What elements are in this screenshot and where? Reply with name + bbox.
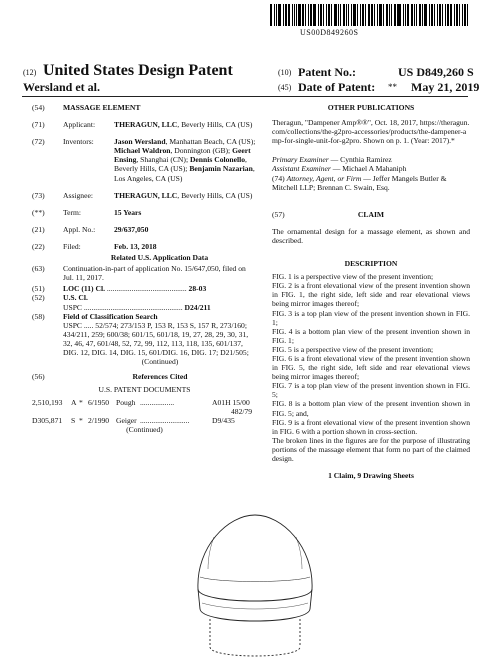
reference-row bbox=[32, 398, 257, 416]
title-value: MASSAGE ELEMENT bbox=[63, 103, 141, 112]
uscl-code: (52) bbox=[32, 293, 45, 303]
classification-field bbox=[32, 312, 257, 367]
figure-description: FIG. 2 is a front elevational view of the present invention shown in FIG. 1, the right side, left side and rear elevational views being mirror images thereof; bbox=[272, 281, 470, 309]
figures-list bbox=[272, 272, 470, 436]
barcode-bar bbox=[346, 4, 348, 26]
barcode-bar bbox=[348, 4, 349, 26]
ref-class-secondary: 482/79 bbox=[231, 407, 253, 417]
barcode-bar bbox=[431, 4, 433, 26]
inventor-name: Benjamin Nazarian bbox=[189, 164, 253, 174]
patent-title: United States Design Patent bbox=[43, 62, 233, 79]
barcode-bar bbox=[456, 4, 458, 26]
barcode-bar bbox=[283, 4, 284, 26]
figure-description: FIG. 6 is a front elevational view of the present invention shown in FIG. 5, the right side, left side and rear elevational views being mirror images thereof; bbox=[272, 353, 470, 382]
inventor-name: Michael Waldron bbox=[114, 146, 171, 156]
assignee-field bbox=[32, 191, 257, 200]
barcode-bar bbox=[278, 4, 281, 26]
ref-number: D305,871 bbox=[32, 416, 63, 426]
right-column bbox=[272, 103, 470, 480]
ref-dots: .......................... bbox=[140, 416, 190, 426]
other-publications-heading: OTHER PUBLICATIONS bbox=[327, 103, 415, 112]
barcode-bar bbox=[379, 4, 382, 26]
filed-label: Filed: bbox=[63, 241, 81, 251]
figure-description: FIG. 1 is a perspective view of the present invention; bbox=[272, 272, 434, 282]
loc-dots: .......................................... bbox=[106, 284, 187, 294]
attorney-label: Attorney, Agent, or Firm bbox=[286, 173, 362, 183]
ref-class: D9/435 bbox=[212, 416, 235, 426]
barcode-bar bbox=[362, 4, 364, 26]
barcode-bar bbox=[351, 4, 352, 26]
inventors-code: (72) bbox=[32, 137, 45, 147]
barcode-bar bbox=[302, 4, 304, 26]
doc-code: (12) bbox=[23, 68, 37, 77]
inventor-location: , Shanghai (CN); bbox=[136, 155, 190, 165]
date-value: May 21, 2019 bbox=[411, 80, 480, 94]
claim-field bbox=[272, 210, 470, 219]
ref-kind: S bbox=[71, 416, 76, 426]
barcode-bar bbox=[292, 4, 293, 26]
applicant-label: Applicant: bbox=[63, 120, 96, 130]
barcode-bar bbox=[419, 4, 421, 26]
patent-no-label: Patent No.: bbox=[298, 65, 356, 79]
barcode-bar bbox=[411, 4, 413, 26]
ref-class: A01H 15/00 bbox=[212, 398, 250, 408]
inventor-name: Jason Wersland bbox=[114, 137, 166, 147]
barcode-bar bbox=[374, 4, 375, 26]
barcode-bar bbox=[318, 4, 319, 26]
barcode-bar bbox=[398, 4, 401, 26]
assistant-examiner-value: — Michael A Mahaniph bbox=[330, 164, 407, 174]
ref-dots: .................. bbox=[140, 398, 175, 408]
attorney-value: — Jeffer Mangels Butler & Mitchell LLP; Brennan C. Swain, Esq. bbox=[272, 173, 447, 192]
date-label: Date of Patent: bbox=[298, 80, 376, 94]
inventors-list bbox=[114, 137, 257, 182]
applicant-name: THERAGUN, LLC bbox=[114, 120, 178, 130]
barcode-bar bbox=[462, 4, 463, 26]
term-field bbox=[32, 208, 257, 217]
barcode-bar bbox=[394, 4, 396, 26]
assignee-location: , Beverly Hills, CA (US) bbox=[177, 190, 253, 200]
ref-date: 6/1950 bbox=[88, 398, 110, 408]
barcode-bar bbox=[331, 4, 332, 26]
loc-code: (51) bbox=[32, 284, 45, 294]
left-column bbox=[32, 103, 257, 434]
barcode-bar bbox=[429, 4, 430, 26]
barcode-bar bbox=[368, 4, 370, 26]
ref-date: 2/1990 bbox=[88, 416, 110, 426]
header-rule bbox=[22, 96, 468, 97]
title-code: (54) bbox=[32, 103, 45, 112]
classification-code: (58) bbox=[32, 311, 45, 321]
ref-name: Pough bbox=[116, 398, 136, 408]
other-publications-text: Theragun, "Dampener Amp®®", Oct. 18, 2017, https://theragun.com/collections/the-g2pro-accessories/products/the-dampener-amp-for-single-unit-for-g2pro. Shown on p. 1. (Year: 2017).* bbox=[272, 118, 470, 146]
patent-no-code: (10) bbox=[278, 68, 292, 77]
ref-star: * bbox=[79, 398, 83, 408]
barcode-bar bbox=[424, 4, 427, 26]
date-code: (45) bbox=[278, 83, 292, 92]
barcode-bar bbox=[403, 4, 404, 26]
barcode-bar bbox=[377, 4, 378, 26]
ref-star: * bbox=[79, 416, 83, 426]
assignee-label: Assignee: bbox=[63, 190, 93, 200]
barcode-bar bbox=[454, 4, 455, 26]
barcode-bar bbox=[334, 4, 337, 26]
barcode-bar bbox=[434, 4, 435, 26]
barcode-bar bbox=[294, 4, 295, 26]
claims-sheets-summary: 1 Claim, 9 Drawing Sheets bbox=[328, 471, 414, 481]
barcode-bar bbox=[414, 4, 415, 26]
description-heading: DESCRIPTION bbox=[344, 259, 398, 269]
barcode-bar bbox=[383, 4, 384, 26]
barcode-bar bbox=[296, 4, 297, 26]
barcode-bar bbox=[353, 4, 356, 26]
primary-examiner bbox=[272, 155, 470, 164]
barcode-bar bbox=[450, 4, 452, 26]
term-code: (**) bbox=[32, 207, 45, 217]
appl-code: (21) bbox=[32, 224, 45, 234]
date-star: ** bbox=[388, 82, 397, 92]
uscl-field bbox=[32, 293, 257, 311]
claim-text: The ornamental design for a massage element, as shown and described. bbox=[272, 226, 470, 245]
barcode-bar bbox=[459, 4, 460, 26]
classification-label: Field of Classification Search bbox=[63, 311, 158, 321]
figure-description: FIG. 9 is a front elevational view of the present invention shown in FIG. 6 with a portion shown in cross-section. bbox=[272, 417, 470, 436]
attorney: (74) Attorney, Agent, or Firm — Jeffer Mangels Butler & Mitchell LLP; Brennan C. Swain, Esq. bbox=[272, 173, 447, 192]
filed-code: (22) bbox=[32, 241, 45, 251]
barcode-bar bbox=[371, 4, 373, 26]
applicant-field bbox=[32, 120, 257, 129]
inventor-name: Dennis Colonello bbox=[189, 155, 246, 165]
barcode-bar bbox=[422, 4, 423, 26]
appl-value: 29/637,050 bbox=[114, 224, 149, 234]
appl-field bbox=[32, 225, 257, 234]
barcode-bar bbox=[326, 4, 327, 26]
patent-no-value: US D849,260 S bbox=[398, 65, 474, 79]
barcode-bar bbox=[391, 4, 392, 26]
primary-examiner-value: — Cynthia Ramirez bbox=[328, 155, 392, 165]
continuation-text: Continuation-in-part of application No. 15/647,050, filed on Jul. 11, 2017. bbox=[63, 264, 246, 283]
us-patent-documents-heading: U.S. PATENT DOCUMENTS bbox=[98, 385, 191, 395]
barcode-bar bbox=[365, 4, 366, 26]
filed-value: Feb. 13, 2018 bbox=[114, 241, 157, 251]
appl-label: Appl. No.: bbox=[63, 224, 96, 234]
barcode-bar bbox=[285, 4, 287, 26]
classification-text: USPC ..... 52/574; 273/153 P, 153 R, 153 S, 157 R, 273/160; 434/211, 259; 600/38; 601/15, 601/18, 19, 27, 28, 29, 30, 31, 32, 46, 47, 601/48, 52, 72, 99, 112, 113, 118, 135, 601/137, DIG. 12, DIG. 14, DIG. 15, 601/DIG. 16, DIG. 17; D21/505; bbox=[63, 320, 249, 357]
assignee-name: THERAGUN, LLC bbox=[114, 190, 178, 200]
barcode-bar bbox=[397, 4, 398, 26]
barcode-bar bbox=[340, 4, 341, 26]
barcode-bar bbox=[338, 4, 339, 26]
term-label: Term: bbox=[63, 207, 82, 217]
barcode-bar bbox=[439, 4, 441, 26]
barcode-bar bbox=[310, 4, 312, 26]
references-continued: (Continued) bbox=[126, 425, 163, 435]
continuation-code: (63) bbox=[32, 264, 45, 274]
barcode-bar bbox=[274, 4, 275, 26]
barcode-bar bbox=[343, 4, 345, 26]
assistant-examiner bbox=[272, 164, 470, 173]
barcode-bar bbox=[313, 4, 316, 26]
claim-heading: CLAIM bbox=[357, 209, 385, 219]
inventors-label: Inventors: bbox=[63, 137, 94, 147]
ref-name: Geiger bbox=[116, 416, 137, 426]
barcode-bar bbox=[389, 4, 390, 26]
barcode-bar bbox=[386, 4, 388, 26]
barcode-bar bbox=[447, 4, 450, 26]
barcode-bar bbox=[288, 4, 290, 26]
barcode-bar bbox=[445, 4, 446, 26]
inventors-short: Wersland et al. bbox=[23, 80, 100, 94]
applicant-code: (71) bbox=[32, 120, 45, 130]
figure-description: FIG. 8 is a bottom plan view of the present invention shown in FIG. 5; and, bbox=[272, 399, 470, 418]
barcode-bar bbox=[328, 4, 330, 26]
uspc-value: D24/211 bbox=[184, 302, 211, 312]
inventor-location: , Los Angeles, CA (US) bbox=[114, 164, 255, 183]
loc-field bbox=[32, 284, 257, 293]
inventor-location: , Beverly Hills, CA (US); bbox=[114, 155, 247, 174]
primary-examiner-label: Primary Examiner bbox=[272, 155, 329, 165]
barcode-bar bbox=[416, 4, 417, 26]
barcode-bar bbox=[407, 4, 409, 26]
figure-description: FIG. 7 is a top plan view of the present invention shown in FIG. 5; bbox=[272, 381, 470, 400]
barcode-bar bbox=[464, 4, 466, 26]
barcode-bar bbox=[270, 4, 272, 26]
reference-row bbox=[32, 416, 257, 425]
classification-continued: (Continued) bbox=[141, 357, 179, 367]
applicant-location: , Beverly Hills, CA (US) bbox=[177, 120, 253, 130]
related-heading: Related U.S. Application Data bbox=[110, 253, 209, 263]
barcode-bar bbox=[437, 4, 438, 26]
uspc-label: USPC bbox=[63, 302, 82, 312]
figure-description: FIG. 5 is a perspective view of the present invention; bbox=[272, 344, 434, 354]
loc-value: 28-03 bbox=[188, 284, 207, 294]
assignee-code: (73) bbox=[32, 190, 45, 200]
massage-element-drawing bbox=[188, 507, 322, 659]
claim-code: (57) bbox=[272, 209, 285, 219]
barcode-bar bbox=[442, 4, 443, 26]
barcode-bar bbox=[467, 4, 468, 26]
barcode-bar bbox=[298, 4, 301, 26]
title-field bbox=[32, 103, 257, 112]
inventor-location: , Manhattan Beach, CA (US); bbox=[165, 137, 256, 147]
continuation-field bbox=[32, 264, 257, 282]
filed-field bbox=[32, 242, 257, 251]
barcode-number: US00D849260S bbox=[300, 28, 359, 37]
barcode-bar bbox=[323, 4, 324, 26]
references-field bbox=[32, 372, 257, 381]
ref-number: 2,510,193 bbox=[32, 398, 63, 408]
uscl-label: U.S. Cl. bbox=[63, 293, 88, 303]
barcode-bar bbox=[360, 4, 361, 26]
references-code: (56) bbox=[32, 372, 45, 382]
loc-label: LOC (11) Cl. bbox=[63, 284, 105, 294]
figure-description: FIG. 4 is a bottom plan view of the present invention shown in FIG. 1; bbox=[272, 326, 470, 345]
references-heading: References Cited bbox=[132, 372, 188, 382]
barcode-bar bbox=[305, 4, 306, 26]
barcode-bar bbox=[276, 4, 277, 26]
uspc-dots: .................................................... bbox=[83, 302, 183, 312]
barcode-bar bbox=[308, 4, 309, 26]
assistant-examiner-label: Assistant Examiner bbox=[272, 164, 331, 174]
inventors-field bbox=[32, 137, 257, 182]
figure-description: FIG. 3 is a top plan view of the present invention shown in FIG. 1; bbox=[272, 308, 470, 327]
references-list bbox=[32, 398, 257, 425]
broken-lines-note: The broken lines in the figures are for the purpose of illustrating portions of the massage element that form no part of the claimed design. bbox=[272, 435, 470, 463]
ref-kind: A bbox=[71, 398, 77, 408]
inventor-location: , Donnington (GB); bbox=[170, 146, 233, 156]
inventor-name: Geert Ensing bbox=[114, 146, 251, 165]
barcode-bar bbox=[320, 4, 322, 26]
barcode-bar bbox=[405, 4, 406, 26]
term-value: 15 Years bbox=[114, 207, 142, 217]
barcode-bar bbox=[357, 4, 358, 26]
